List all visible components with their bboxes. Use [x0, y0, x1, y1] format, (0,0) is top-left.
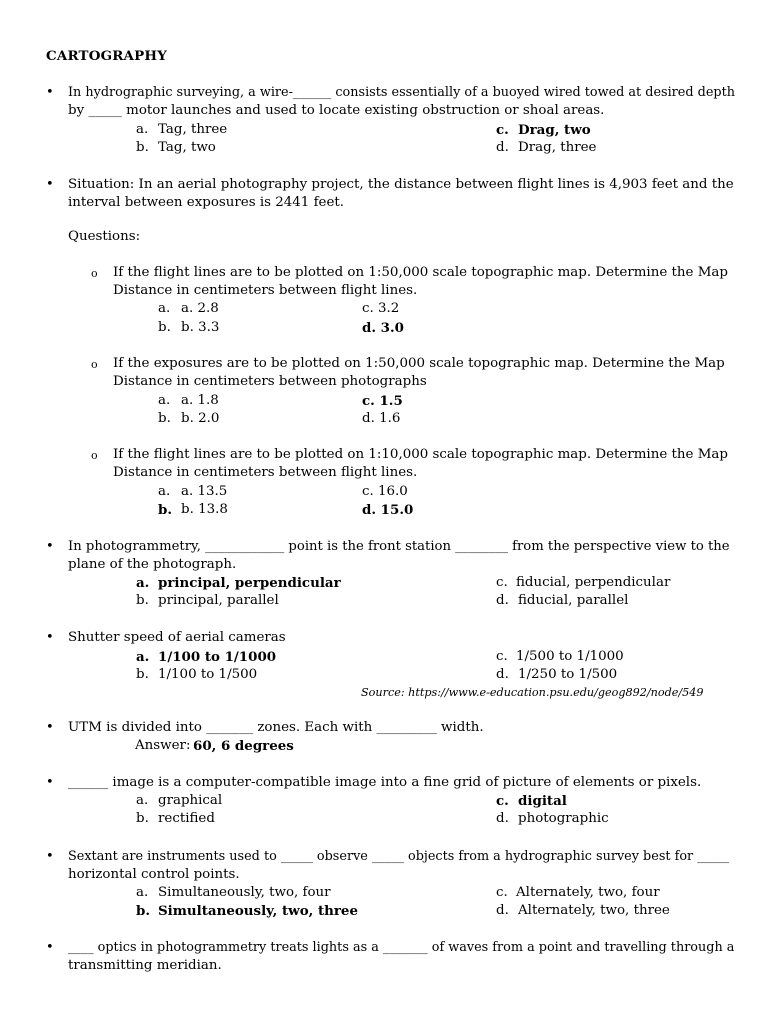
question-3-option-d: fiducial, parallel [518, 593, 629, 608]
question-7-option-c: Alternately, two, four [516, 885, 660, 900]
option-marker: b. [158, 502, 173, 518]
subquestion-3-line-2: Distance in centimeters between flight lines. [113, 465, 418, 480]
question-4-option-c: 1/500 to 1/1000 [516, 649, 624, 664]
bullet-icon: • [46, 85, 54, 100]
answer-value: 60, 6 degrees [193, 738, 294, 754]
option-marker: a. [158, 301, 171, 316]
option-marker: a. [136, 575, 150, 591]
question-4-option-a: 1/100 to 1/1000 [158, 649, 277, 665]
question-4-option-d: 1/250 to 1/500 [518, 667, 618, 682]
option-marker: b. [136, 140, 149, 155]
subquestion-1-line-2: Distance in centimeters between flight lines. [113, 283, 418, 298]
subquestion-1-line-1: If the flight lines are to be plotted on 1:50,000 scale topographic map. Determine the Map [113, 265, 728, 280]
option-marker: a. [136, 122, 149, 137]
question-6-option-a: graphical [158, 793, 223, 808]
option-marker: a. [158, 393, 171, 408]
option-marker: b. [158, 320, 171, 335]
subquestion-1-option-d: d. 3.0 [362, 320, 404, 336]
question-6-option-d: photographic [518, 811, 609, 826]
question-6-option-c: digital [518, 793, 567, 809]
option-marker: b. [136, 593, 149, 608]
subquestion-2-option-b: b. 2.0 [181, 411, 220, 426]
subquestion-2-line-2: Distance in centimeters between photographs [113, 374, 427, 389]
question-7-option-d: Alternately, two, three [518, 903, 670, 918]
option-marker: d. [496, 667, 509, 682]
question-7-option-a: Simultaneously, two, four [158, 885, 331, 900]
bullet-icon: • [46, 940, 54, 955]
situation-line-2: interval between exposures is 2441 feet. [68, 195, 345, 210]
question-1-option-d: Drag, three [518, 140, 597, 155]
question-3-option-a: principal, perpendicular [158, 575, 341, 591]
bullet-icon: • [46, 849, 54, 864]
option-marker: a. [158, 484, 171, 499]
question-3-line-1: In photogrammetry, ____________ point is the front station ________ from the perspective view to the [68, 539, 730, 554]
bullet-icon: • [46, 720, 54, 735]
circle-bullet-icon: o [91, 449, 98, 462]
option-marker: b. [136, 903, 151, 919]
questions-label: Questions: [68, 229, 141, 244]
question-8-line-2: transmitting meridian. [68, 958, 222, 973]
subquestion-2-option-c: c. 1.5 [362, 393, 403, 409]
question-8-line-1: ____ optics in photogrammetry treats lights as a _______ of waves from a point and travelling through a [68, 940, 735, 955]
bullet-icon: • [46, 630, 54, 645]
subquestion-2-line-1: If the exposures are to be plotted on 1:50,000 scale topographic map. Determine the Map [113, 356, 725, 371]
question-4-option-b: 1/100 to 1/500 [158, 667, 258, 682]
subquestion-3-line-1: If the flight lines are to be plotted on 1:10,000 scale topographic map. Determine the Map [113, 447, 728, 462]
option-marker: d. [496, 140, 509, 155]
question-3-option-b: principal, parallel [158, 593, 279, 608]
question-3-option-c: fiducial, perpendicular [516, 575, 671, 590]
option-marker: a. [136, 649, 150, 665]
option-marker: c. [496, 793, 509, 809]
option-marker: d. [496, 593, 509, 608]
subquestion-1-option-a: a. 2.8 [181, 301, 219, 316]
option-marker: a. [136, 793, 149, 808]
bullet-icon: • [46, 177, 54, 192]
subquestion-3-option-d: d. 15.0 [362, 502, 414, 518]
question-1-line-1: In hydrographic surveying, a wire-______ consists essentially of a buoyed wired towed at desired depth [68, 85, 735, 100]
option-marker: b. [136, 667, 149, 682]
question-6-option-b: rectified [158, 811, 215, 826]
question-7-line-1: Sextant are instruments used to _____ observe _____ objects from a hydrographic survey best for _____ [68, 849, 730, 864]
subquestion-1-option-c: c. 3.2 [362, 301, 400, 316]
question-1-option-c: Drag, two [518, 122, 591, 138]
subquestion-1-option-b: b. 3.3 [181, 320, 220, 335]
circle-bullet-icon: o [91, 267, 98, 280]
question-1-line-2: by _____ motor launches and used to locate existing obstruction or shoal areas. [68, 103, 605, 118]
option-marker: c. [496, 575, 508, 590]
subquestion-3-option-b: b. 13.8 [181, 502, 228, 517]
question-5-line-1: UTM is divided into _______ zones. Each with _________ width. [68, 720, 484, 735]
option-marker: d. [496, 903, 509, 918]
subquestion-3-option-c: c. 16.0 [362, 484, 408, 499]
option-marker: b. [158, 411, 171, 426]
question-6-line-1: ______ image is a computer-compatible image into a fine grid of picture of elements or pixels. [68, 775, 702, 790]
answer-label: Answer: [135, 738, 191, 753]
bullet-icon: • [46, 775, 54, 790]
subquestion-2-option-a: a. 1.8 [181, 393, 219, 408]
option-marker: c. [496, 122, 509, 138]
bullet-icon: • [46, 539, 54, 554]
option-marker: c. [496, 885, 508, 900]
option-marker: d. [496, 811, 509, 826]
question-4-line-1: Shutter speed of aerial cameras [68, 630, 286, 645]
page-title: CARTOGRAPHY [46, 48, 168, 64]
option-marker: c. [496, 649, 508, 664]
question-1-option-a: Tag, three [158, 122, 228, 137]
question-7-option-b: Simultaneously, two, three [158, 903, 358, 919]
subquestion-2-option-d: d. 1.6 [362, 411, 401, 426]
subquestion-3-option-a: a. 13.5 [181, 484, 228, 499]
situation-line-1: Situation: In an aerial photography project, the distance between flight lines is 4,903 feet and the [68, 177, 734, 192]
question-7-line-2: horizontal control points. [68, 867, 240, 882]
option-marker: b. [136, 811, 149, 826]
option-marker: a. [136, 885, 149, 900]
question-1-option-b: Tag, two [158, 140, 216, 155]
question-3-line-2: plane of the photograph. [68, 557, 237, 572]
circle-bullet-icon: o [91, 358, 98, 371]
source-citation: Source: https://www.e-education.psu.edu/geog892/node/549 [361, 686, 704, 699]
